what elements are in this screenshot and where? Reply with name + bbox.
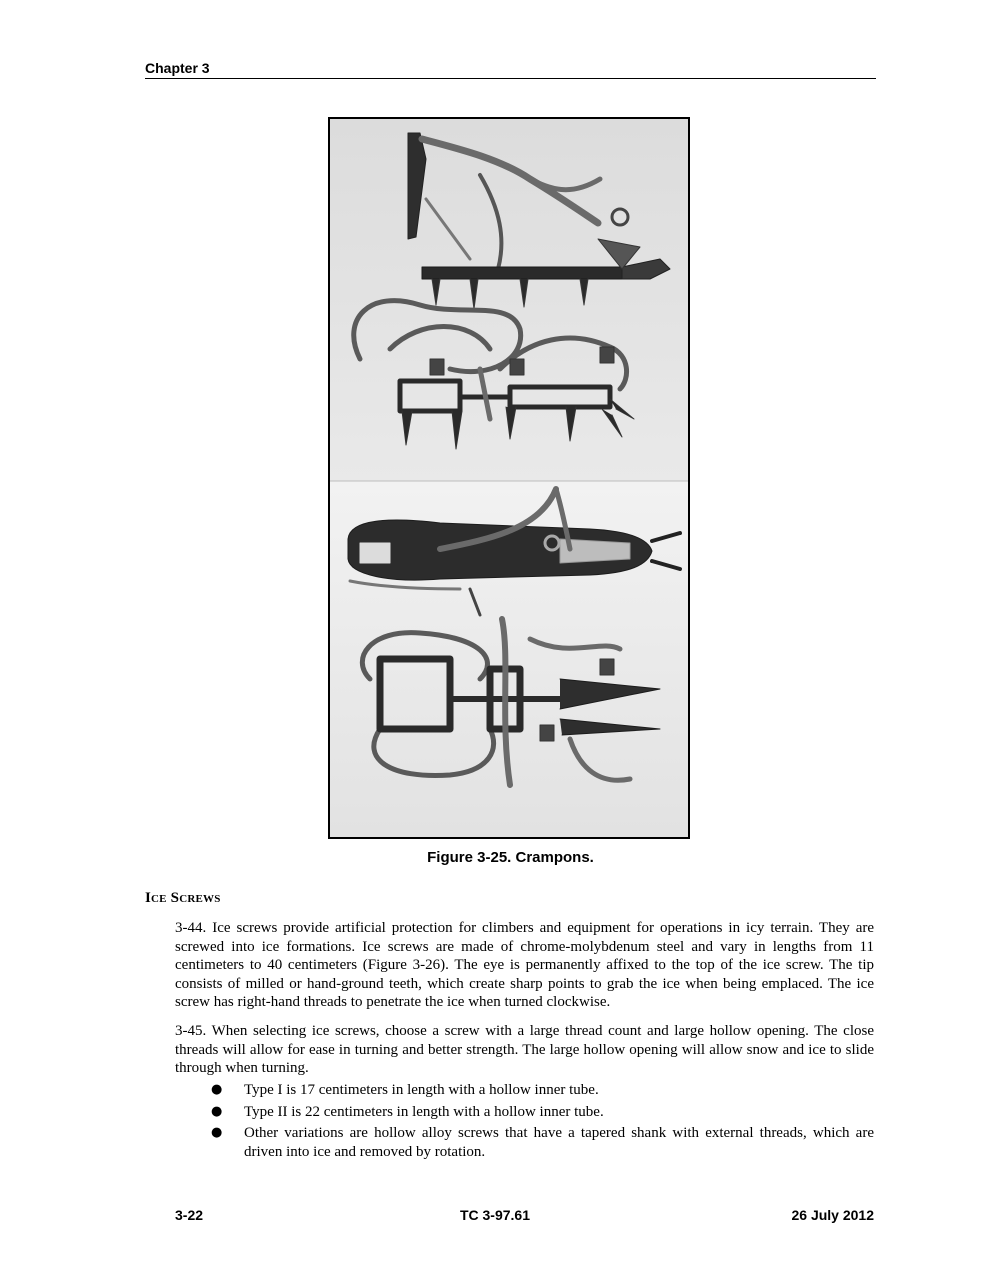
figure-crampons-photo <box>328 117 690 839</box>
crampons-photo-icon <box>330 119 688 837</box>
running-head-chapter: Chapter 3 <box>145 60 876 79</box>
bullet-icon: ● <box>211 1082 223 1097</box>
footer-date: 26 July 2012 <box>791 1207 874 1223</box>
footer-page-number: 3-22 <box>175 1207 204 1223</box>
bullet-icon: ● <box>211 1125 223 1140</box>
list-item-text: Type II is 22 centimeters in length with a hollow inner tube. <box>244 1103 604 1120</box>
list-item-text: Other variations are hollow alloy screws that have a tapered shank with external threads, which are driven into ice and removed by rotation. <box>244 1125 874 1160</box>
figure-caption: Figure 3-25. Crampons. <box>427 849 594 866</box>
paragraph-3-44: 3-44. Ice screws provide artificial protection for climbers and equipment for operations in icy terrain. They are screwed into ice formations. Ice screws are made of chrome-molybdenum steel and vary in lengths from 11 centimeters to 40 centimeters (Figure 3-26). The eye is permanently affixed to the top of the ice screw. The tip consists of milled or hand-ground teeth, which create sharp points to grab the ice when being emplaced. The ice screw has right-hand threads to penetrate the ice when turned clockwise. <box>175 920 874 1010</box>
bullet-list <box>175 1081 874 1164</box>
list-item-text: Type I is 17 centimeters in length with a hollow inner tube. <box>244 1082 599 1098</box>
bullet-icon: ● <box>211 1103 223 1119</box>
list-item <box>175 1124 874 1161</box>
footer-doc-id: TC 3-97.61 <box>459 1207 531 1223</box>
paragraph-3-45: 3-45. When selecting ice screws, choose a screw with a large thread count and large hollow opening. The close threads will allow for ease in turning and better strength. The large hollow opening will allow snow and ice to slide through when turning. <box>175 1023 874 1076</box>
list-item <box>175 1081 874 1100</box>
section-heading: Ice Screws <box>145 890 221 906</box>
list-item <box>175 1103 874 1122</box>
